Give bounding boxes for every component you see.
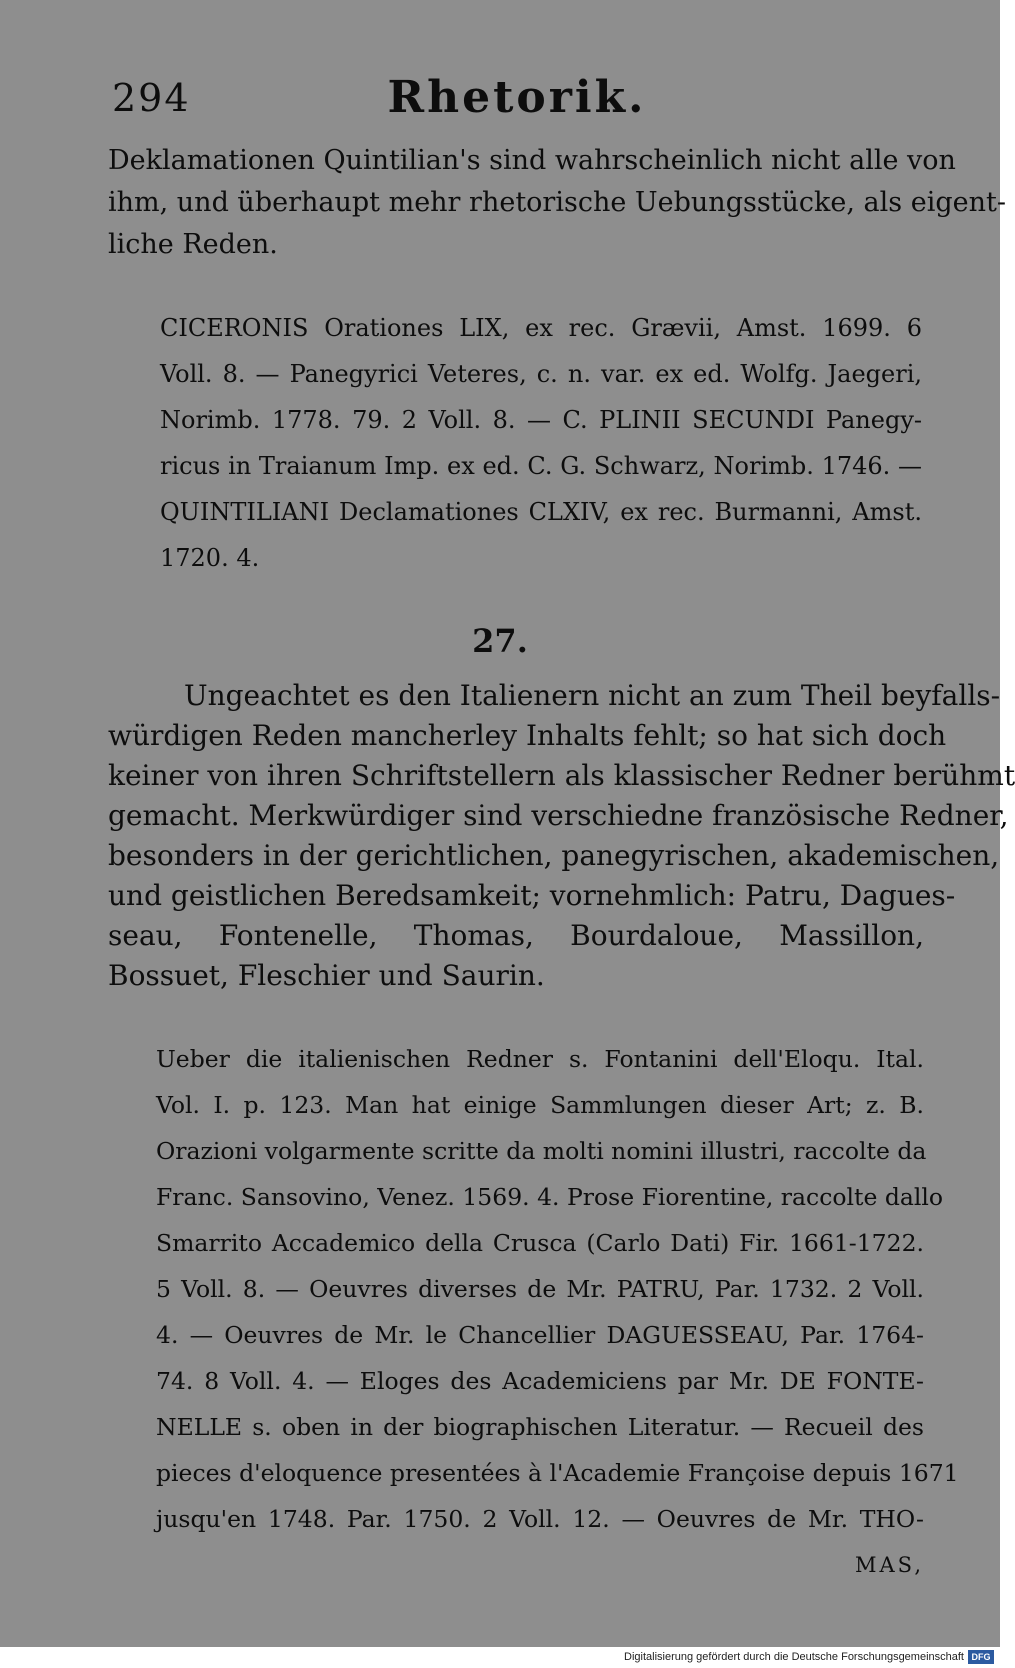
references-italian-french xyxy=(156,1036,959,1588)
section-number: 27. xyxy=(472,622,528,660)
text-line: besonders in der gerichtlichen, panegyrischen, akademischen, xyxy=(108,839,1000,872)
text-line: Ungeachtet es den Italienern nicht an zum Theil beyfalls- xyxy=(184,679,1001,712)
reference-line: Ueber die italienischen Redner s. Fontanini dell'Eloqu. Ital. xyxy=(156,1045,924,1073)
text-line: liche Reden. xyxy=(108,229,278,260)
reference-line: 1720. 4. xyxy=(160,544,260,572)
text-line: Deklamationen Quintilian's sind wahrscheinlich nicht alle von xyxy=(108,145,956,176)
paragraph-italian-french-orators xyxy=(108,676,1015,996)
reference-line: Vol. I. p. 123. Man hat einige Sammlungen dieser Art; z. B. xyxy=(156,1091,924,1119)
references-ciceronis xyxy=(160,305,922,581)
reference-line: Smarrito Accademico della Crusca (Carlo Dati) Fir. 1661-1722. xyxy=(156,1229,924,1257)
footer-bar xyxy=(0,1647,1000,1668)
reference-line: 5 Voll. 8. — Oeuvres diverses de Mr. PATRU, Par. 1732. 2 Voll. xyxy=(156,1275,924,1303)
reference-line: Franc. Sansovino, Venez. 1569. 4. Prose Fiorentine, raccolte dallo xyxy=(156,1183,944,1211)
text-line: keiner von ihren Schriftstellern als klassischer Redner berühmt xyxy=(108,759,1015,792)
text-line: gemacht. Merkwürdiger sind verschiedne französische Redner, xyxy=(108,799,1009,832)
reference-line: Norimb. 1778. 79. 2 Voll. 8. — C. PLINII SECUNDI Panegy- xyxy=(160,406,922,434)
page-header xyxy=(112,72,922,136)
reference-line: 4. — Oeuvres de Mr. le Chancellier DAGUESSEAU, Par. 1764- xyxy=(156,1321,924,1349)
reference-line: Orazioni volgarmente scritte da molti nomini illustri, raccolte da xyxy=(156,1137,927,1165)
text-line: ihm, und überhaupt mehr rhetorische Uebungsstücke, als eigent- xyxy=(108,187,1006,218)
reference-line: pieces d'eloquence presentées à l'Academie Françoise depuis 1671 xyxy=(156,1459,959,1487)
reference-line: jusqu'en 1748. Par. 1750. 2 Voll. 12. — Oeuvres de Mr. THO- xyxy=(156,1505,924,1533)
reference-line: QUINTILIANI Declamationes CLXIV, ex rec. Burmanni, Amst. xyxy=(160,498,922,526)
reference-line: Voll. 8. — Panegyrici Veteres, c. n. var. ex ed. Wolfg. Jaegeri, xyxy=(160,360,922,388)
text-line: seau, Fontenelle, Thomas, Bourdaloue, Massillon, xyxy=(108,919,924,952)
reference-line: 74. 8 Voll. 4. — Eloges des Academiciens par Mr. DE FONTE- xyxy=(156,1367,924,1395)
text-line: würdigen Reden mancherley Inhalts fehlt; so hat sich doch xyxy=(108,719,947,752)
reference-line: ricus in Traianum Imp. ex ed. C. G. Schwarz, Norimb. 1746. — xyxy=(160,452,922,480)
dfg-logo-icon: DFG xyxy=(968,1650,994,1664)
paragraph-intro xyxy=(108,140,1006,266)
reference-line: NELLE s. oben in der biographischen Literatur. — Recueil des xyxy=(156,1413,924,1441)
text-line: und geistlichen Beredsamkeit; vornehmlich: Patru, Dagues- xyxy=(108,879,956,912)
page-number: 294 xyxy=(112,76,191,120)
footer-credit: Digitalisierung gefördert durch die Deutsche Forschungsgemeinschaft xyxy=(624,1651,964,1663)
running-title: Rhetorik. xyxy=(387,72,647,123)
reference-line: CICERONIS Orationes LIX, ex rec. Grævii, Amst. 1699. 6 xyxy=(160,314,922,342)
text-line: Bossuet, Fleschier und Saurin. xyxy=(108,959,545,992)
catchword: MAS, xyxy=(855,1553,924,1577)
